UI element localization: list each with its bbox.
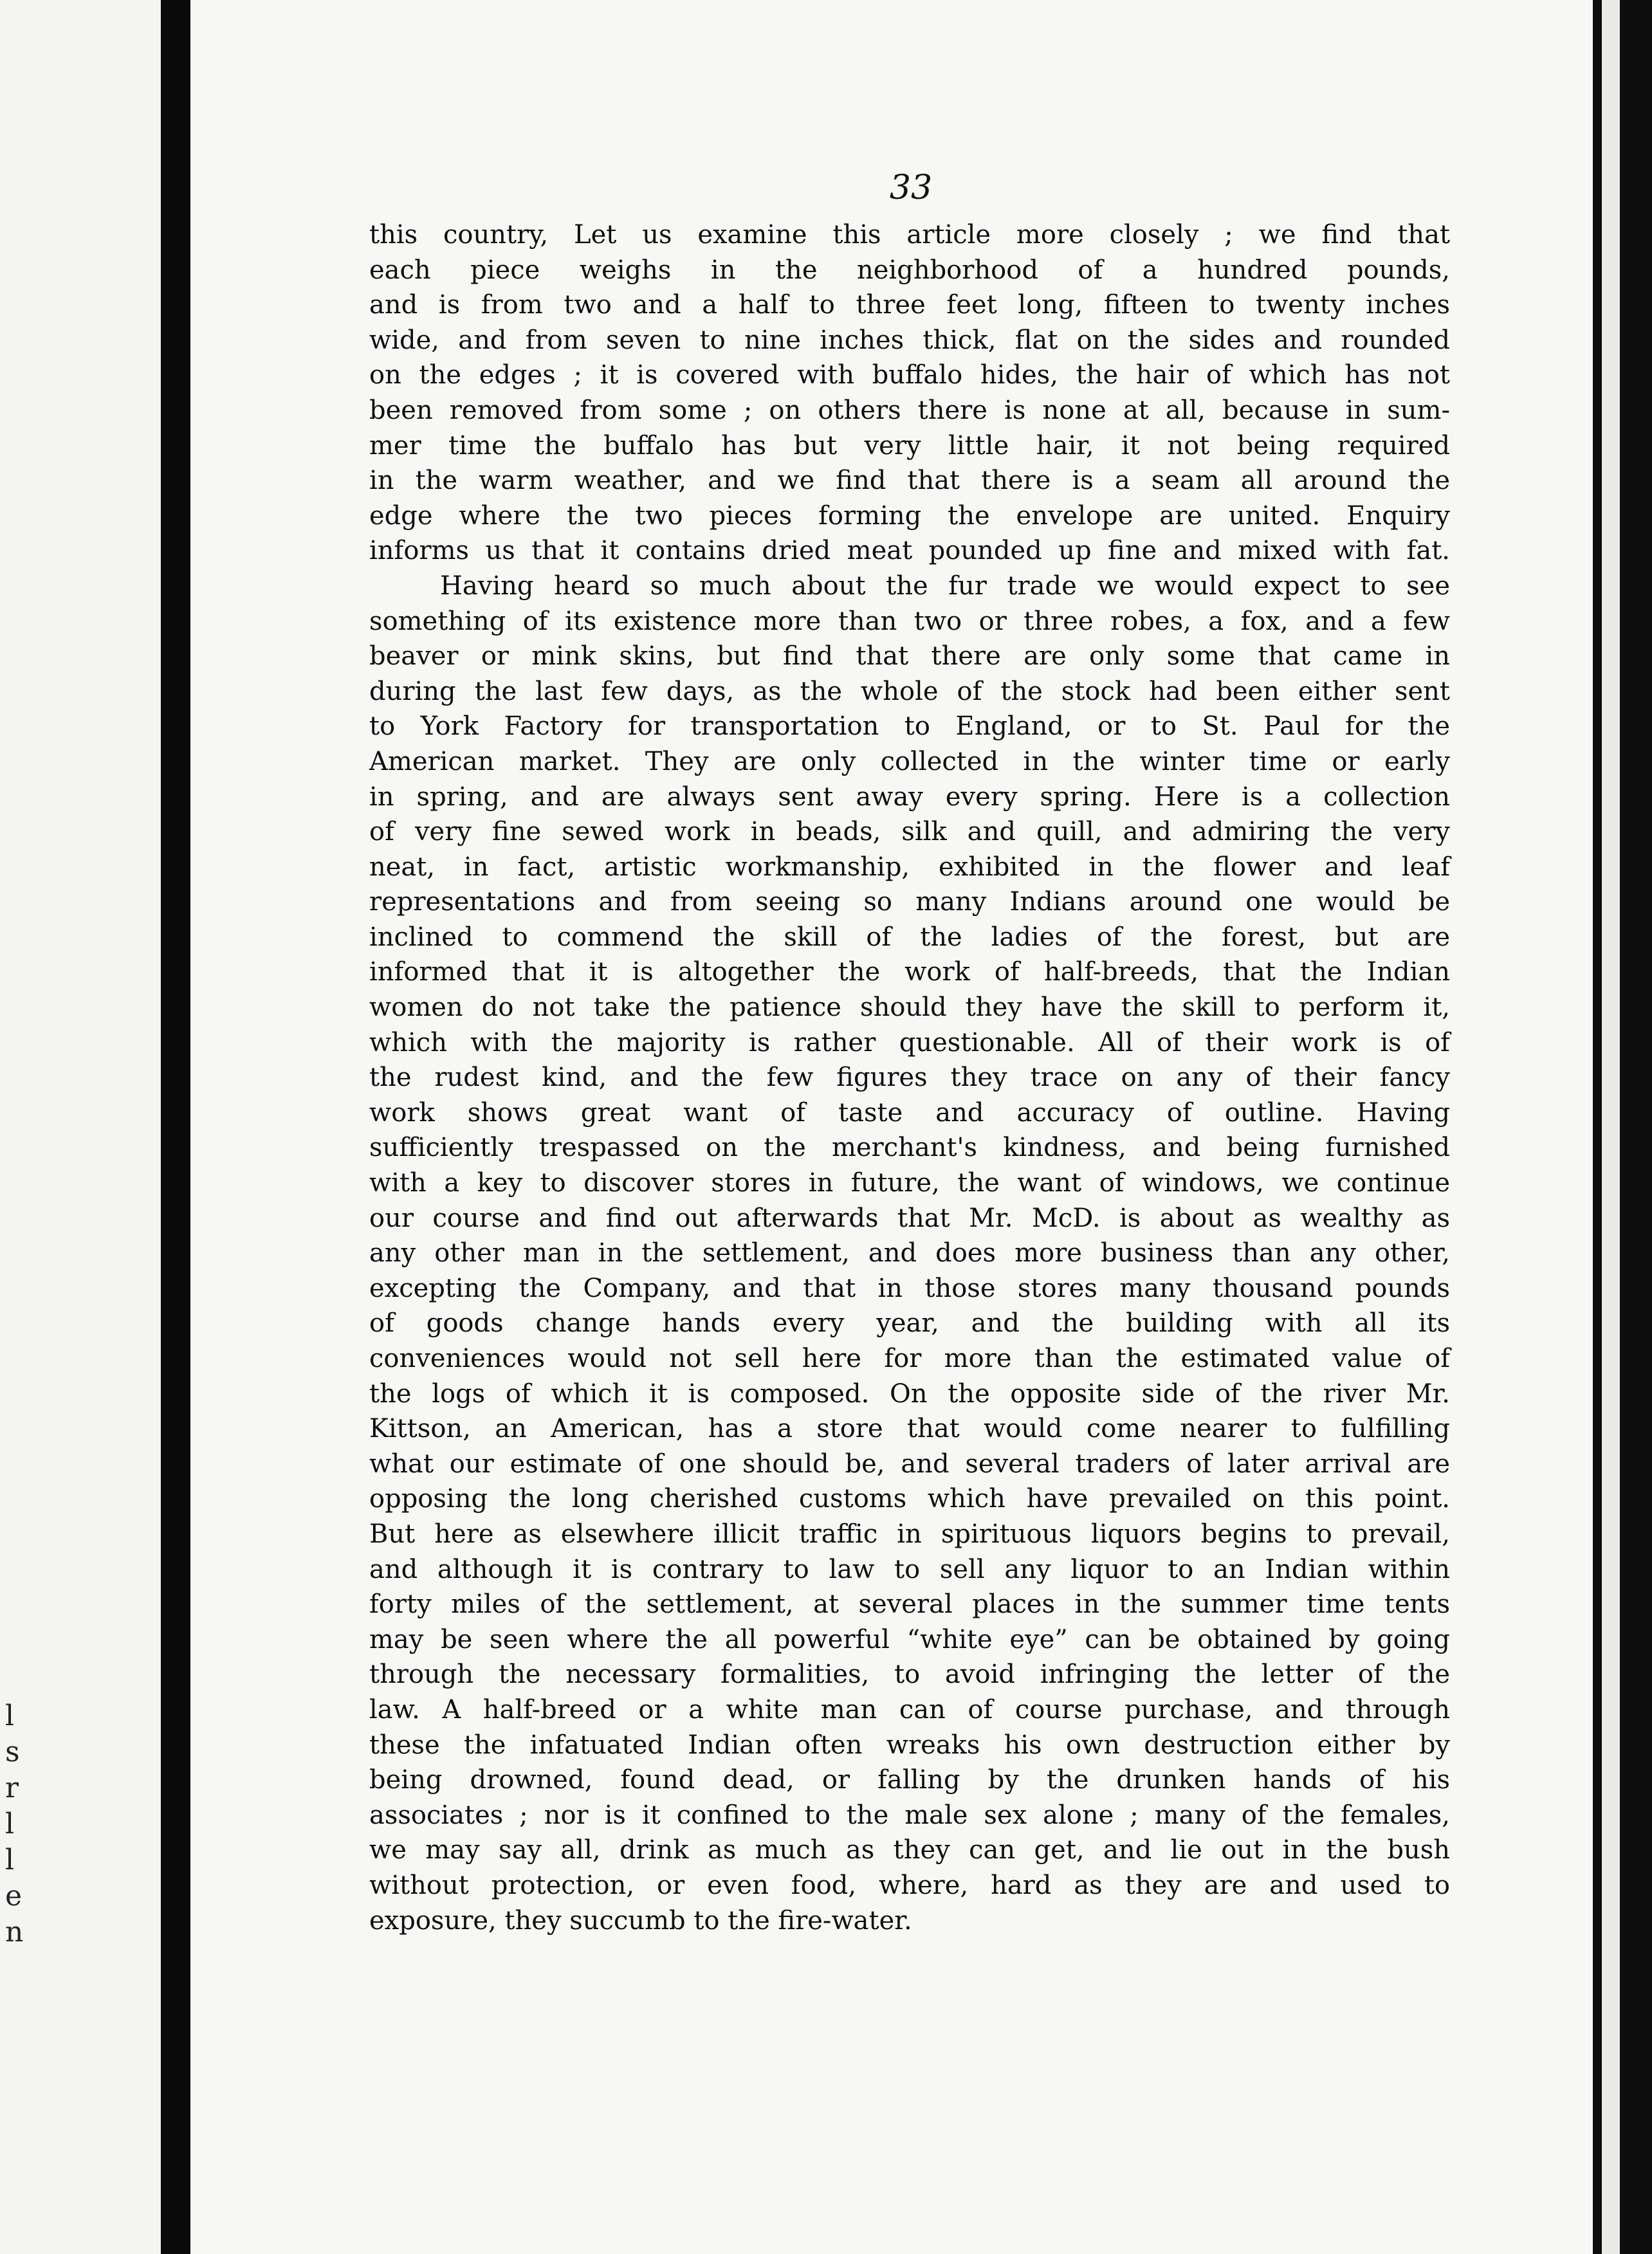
text-line: on the edges ; it is covered with buffalo hides, the hair of which has not: [369, 360, 1450, 390]
text-line: been removed from some ; on others there is none at all, because in sum-: [369, 395, 1450, 425]
text-line: forty miles of the settlement, at several places in the summer time tents: [369, 1590, 1450, 1620]
margin-fragment: s: [5, 1736, 20, 1768]
text-line: what our estimate of one should be, and several traders of later arrival are: [369, 1449, 1450, 1479]
text-line: mer time the buffalo has but very little hair, it not being required: [369, 430, 1450, 461]
text-line: to York Factory for transportation to England, or to St. Paul for the: [369, 711, 1450, 742]
text-line: American market. They are only collected in the winter time or early: [369, 746, 1450, 776]
text-line: of very fine sewed work in beads, silk and quill, and admiring the very: [369, 817, 1450, 847]
text-line: Kittson, an American, has a store that would come nearer to fulfilling: [369, 1414, 1450, 1444]
text-line: during the last few days, as the whole of the stock had been either sent: [369, 676, 1450, 706]
text-line: the logs of which it is composed. On the opposite side of the river Mr.: [369, 1379, 1450, 1409]
text-line: of goods change hands every year, and the building with all its: [369, 1308, 1450, 1339]
text-line: wide, and from seven to nine inches thick, flat on the sides and rounded: [369, 325, 1450, 355]
margin-fragment: l: [5, 1700, 15, 1732]
margin-fragment: r: [5, 1772, 19, 1804]
margin-fragment: e: [5, 1880, 23, 1912]
text-line: But here as elsewhere illicit traffic in spirituous liquors begins to prevail,: [369, 1519, 1450, 1549]
text-line: through the necessary formalities, to avoid infringing the letter of the: [369, 1660, 1450, 1690]
main-page: [190, 0, 1593, 2254]
text-line: opposing the long cherished customs which have prevailed on this point.: [369, 1484, 1450, 1514]
text-line: women do not take the patience should they have the skill to perform it,: [369, 993, 1450, 1023]
text-line: each piece weighs in the neighborhood of a hundred pounds,: [369, 255, 1450, 285]
paragraph-start-line: Having heard so much about the fur trade we would expect to see: [440, 571, 1450, 601]
paragraph-end-line: exposure, they succumb to the fire-water.: [369, 1905, 912, 1936]
text-line: this country, Let us examine this article more closely ; we find that: [369, 220, 1450, 250]
text-line: informed that it is altogether the work of half-breeds, that the Indian: [369, 957, 1450, 987]
margin-fragment: l: [5, 1808, 15, 1840]
text-line: law. A half-breed or a white man can of course purchase, and through: [369, 1694, 1450, 1725]
text-line: the rudest kind, and the few figures they trace on any of their fancy: [369, 1063, 1450, 1093]
facing-page-margin-text: [5, 1698, 24, 1950]
margin-fragment: l: [5, 1844, 15, 1876]
margin-fragment: n: [5, 1916, 24, 1948]
text-line: beaver or mink skins, but find that there are only some that came in: [369, 641, 1450, 672]
text-line: we may say all, drink as much as they can get, and lie out in the bush: [369, 1835, 1450, 1865]
text-line: without protection, or even food, where, hard as they are and used to: [369, 1870, 1450, 1900]
page-number: 33: [889, 169, 933, 207]
text-line: and is from two and a half to three feet long, fifteen to twenty inches: [369, 290, 1450, 320]
text-line: these the infatuated Indian often wreaks his own destruction either by: [369, 1730, 1450, 1760]
text-line: and although it is contrary to law to sell any liquor to an Indian within: [369, 1554, 1450, 1584]
page-edge: [1593, 0, 1652, 2254]
text-line: representations and from seeing so many Indians around one would be: [369, 887, 1450, 917]
book-gutter: [161, 0, 190, 2254]
page-edge-strip: [1602, 0, 1620, 2254]
facing-page-fragment: [0, 0, 161, 2254]
text-line: which with the majority is rather questionable. All of their work is of: [369, 1027, 1450, 1058]
text-line: with a key to discover stores in future, the want of windows, we continue: [369, 1168, 1450, 1198]
body-text: [369, 217, 1450, 1938]
text-line: any other man in the settlement, and does more business than any other,: [369, 1238, 1450, 1269]
text-line: being drowned, found dead, or falling by the drunken hands of his: [369, 1765, 1450, 1795]
text-line: neat, in fact, artistic workmanship, exhibited in the flower and leaf: [369, 852, 1450, 882]
text-line: edge where the two pieces forming the envelope are united. Enquiry: [369, 500, 1450, 531]
text-line: inclined to commend the skill of the ladies of the forest, but are: [369, 922, 1450, 952]
text-line: may be seen where the all powerful “white eye” can be obtained by going: [369, 1624, 1450, 1654]
text-line: something of its existence more than two or three robes, a fox, and a few: [369, 606, 1450, 636]
text-line: in the warm weather, and we find that there is a seam all around the: [369, 466, 1450, 496]
text-line: associates ; nor is it confined to the male sex alone ; many of the females,: [369, 1800, 1450, 1830]
text-line: work shows great want of taste and accuracy of outline. Having: [369, 1097, 1450, 1128]
text-line: in spring, and are always sent away every spring. Here is a collection: [369, 782, 1450, 812]
text-line: conveniences would not sell here for more than the estimated value of: [369, 1344, 1450, 1373]
text-line: sufficiently trespassed on the merchant's kindness, and being furnished: [369, 1133, 1450, 1163]
text-line: informs us that it contains dried meat pounded up fine and mixed with fat.: [369, 536, 1450, 566]
text-line: our course and find out afterwards that Mr. McD. is about as wealthy as: [369, 1203, 1450, 1233]
text-line: excepting the Company, and that in those stores many thousand pounds: [369, 1273, 1450, 1303]
